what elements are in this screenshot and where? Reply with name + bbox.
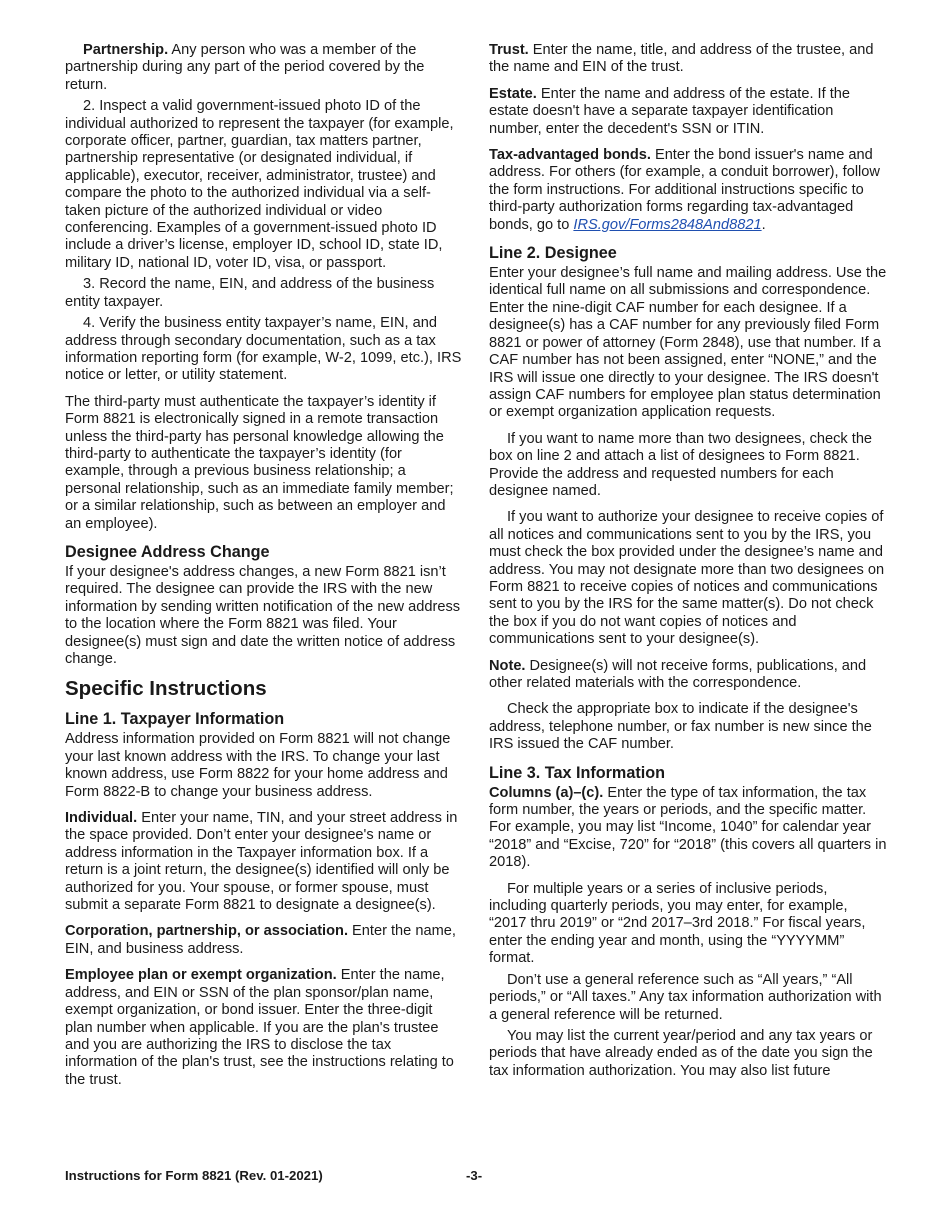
- specific-instructions-heading: Specific Instructions: [65, 677, 267, 701]
- line-3-heading: Line 3. Tax Information: [489, 763, 665, 782]
- corporation-paragraph: Corporation, partnership, or association. Enter the name, EIN, and business address.: [65, 923, 456, 957]
- forms-link[interactable]: IRS.gov/Forms2848And8821: [573, 216, 762, 233]
- note-paragraph: Note. Designee(s) will not receive forms, publications, and other related materials with the correspondence.: [489, 657, 867, 691]
- partnership-paragraph: Partnership. Any person who was a member of the partnership during any part of the period covered by the return.: [65, 42, 425, 93]
- multiple-years-paragraph: For multiple years or a series of inclusive periods, including quarterly periods, you may enter, for example, “2017 thru 2019” or “2nd 2017–3rd 2018.” For fiscal years, enter the ending year and month, using the “YYYYMM” format.: [489, 880, 866, 967]
- line-1-paragraph: Address information provided on Form 8821 will not change your last known address with the IRS. To change your last known address, use Form 8822 for your home address and Form 8822-B to change your business address.: [65, 731, 451, 800]
- trust-paragraph: Trust. Enter the name, title, and address of the trustee, and the name and EIN of the trust.: [489, 42, 874, 76]
- page-footer: [65, 1168, 885, 1188]
- step-2-paragraph: 2. Inspect a valid government-issued photo ID of the individual authorized to represent the taxpayer (for example, corporate officer, partner, guardian, tax matters partner, partnership representative (or designated individual, if applicable), executor, receiver, administrator, trustee) and compare the photo to the authorized individual via a self-taken picture of the authorized individual or video conferencing. Examples of a government-issued photo ID include a driver’s license, employer ID, school ID, state ID, military ID, national ID, voter ID, visa, or passport.: [65, 98, 454, 271]
- more-designees-paragraph: If you want to name more than two designees, check the box on line 2 and attach a list of designees to Form 8821. Provide the address and requested numbers for each designee named.: [489, 430, 873, 499]
- third-party-paragraph: The third-party must authenticate the taxpayer’s identity if Form 8821 is electronically signed in a remote transaction unless the third-party has personal knowledge allowing the third-party to authenticate the taxpayer’s identity (for example, through a previous business relationship; a personal relationship, such as an immediate family member; or a similar relationship, such as between an employer and an employee).: [65, 393, 454, 532]
- current-year-paragraph: You may list the current year/period and any tax years or periods that have already ended as of the date you sign the tax information authorization. You may also list future: [489, 1027, 873, 1079]
- line-2-paragraph: Enter your designee’s full name and mailing address. Use the identical full name on all submissions and correspondence. Enter the nine-digit CAF number for each designee. If a designee(s) has a CAF number for any previously filed Form 8821 or power of attorney (Form 2848), use that number. If a CAF number has not been assigned, enter “NONE,” and the IRS will issue one directly to your designee. The IRS doesn't assign CAF numbers for employee plan status determination or exempt organization application requests.: [489, 265, 887, 421]
- tax-advantaged-bonds-paragraph: Tax-advantaged bonds. Enter the bond issuer's name and address. For others (for example, a conduit borrower), follow the form instructions. For additional instructions specific to third-party authorization forms regarding tax-advantaged bonds, go to IRS.gov/Forms2848And8821.: [489, 147, 880, 233]
- columns-paragraph: Columns (a)–(c). Enter the type of tax information, the tax form number, the years or periods, and the specific matter. For example, you may list “Income, 1040” for calendar year “2018” and “Excise, 720” for “2018” (this covers all quarters in 2018).: [489, 784, 887, 871]
- individual-paragraph: Individual. Enter your name, TIN, and your street address in the space provided. Don’t enter your designee's name or address information in the Taxpayer information box. If a return is a joint return, the designee(s) identified will only be authorized for you. Your spouse, or former spouse, must submit a separate Form 8821 to designate a designee(s).: [65, 810, 458, 914]
- line-2-heading: Line 2. Designee: [489, 244, 617, 263]
- designee-address-change-heading: Designee Address Change: [65, 542, 270, 561]
- estate-paragraph: Estate. Enter the name and address of the estate. If the estate doesn't have a separate taxpayer identification number, enter the decedent's SSN or ITIN.: [489, 85, 851, 137]
- left-column: [65, 42, 463, 1098]
- designee-address-change-paragraph: If your designee's address changes, a new Form 8821 isn’t required. The designee can provide the IRS with the new information by sending written notification of the new address to the location where the Form 8821 was filed. Your designee(s) must sign and date the written notice of address change.: [65, 563, 461, 667]
- right-column: [489, 42, 887, 1084]
- copies-paragraph: If you want to authorize your designee to receive copies of all notices and communications sent to you by the IRS, you must check the box provided under the designee’s name and address. You may not designate more than two designees on Form 8821 to receive copies of notices and communications sent to you by the IRS for the same matter(s). Do not check the box if you do not want copies of notices and communications sent to your designee(s).: [489, 509, 885, 648]
- check-box-paragraph: Check the appropriate box to indicate if the designee's address, telephone number, or fax number is new since the IRS issued the CAF number.: [489, 701, 872, 753]
- general-reference-paragraph: Don’t use a general reference such as “All years,” “All periods,” or “All taxes.” Any tax information authorization with a general reference will be returned.: [489, 971, 882, 1023]
- employee-plan-paragraph: Employee plan or exempt organization. Enter the name, address, and EIN or SSN of the plan sponsor/plan name, exempt organization, or bond issuer. Enter the three-digit plan number when applicable. If you are the plan's trustee and you are authorizing the IRS to disclose the tax information of the plan's trust, see the instructions relating to the trust.: [65, 967, 454, 1088]
- footer-page-number: -3-: [466, 1168, 483, 1183]
- step-3-paragraph: 3. Record the name, EIN, and address of the business entity taxpayer.: [65, 276, 435, 310]
- step-4-paragraph: 4. Verify the business entity taxpayer’s name, EIN, and address through secondary documentation, such as a tax information reporting form (for example, W-2, 1099, etc.), IRS notice or letter, or utility statement.: [65, 315, 462, 384]
- line-1-heading: Line 1. Taxpayer Information: [65, 710, 285, 729]
- footer-document-title: Instructions for Form 8821 (Rev. 01-2021): [65, 1168, 323, 1183]
